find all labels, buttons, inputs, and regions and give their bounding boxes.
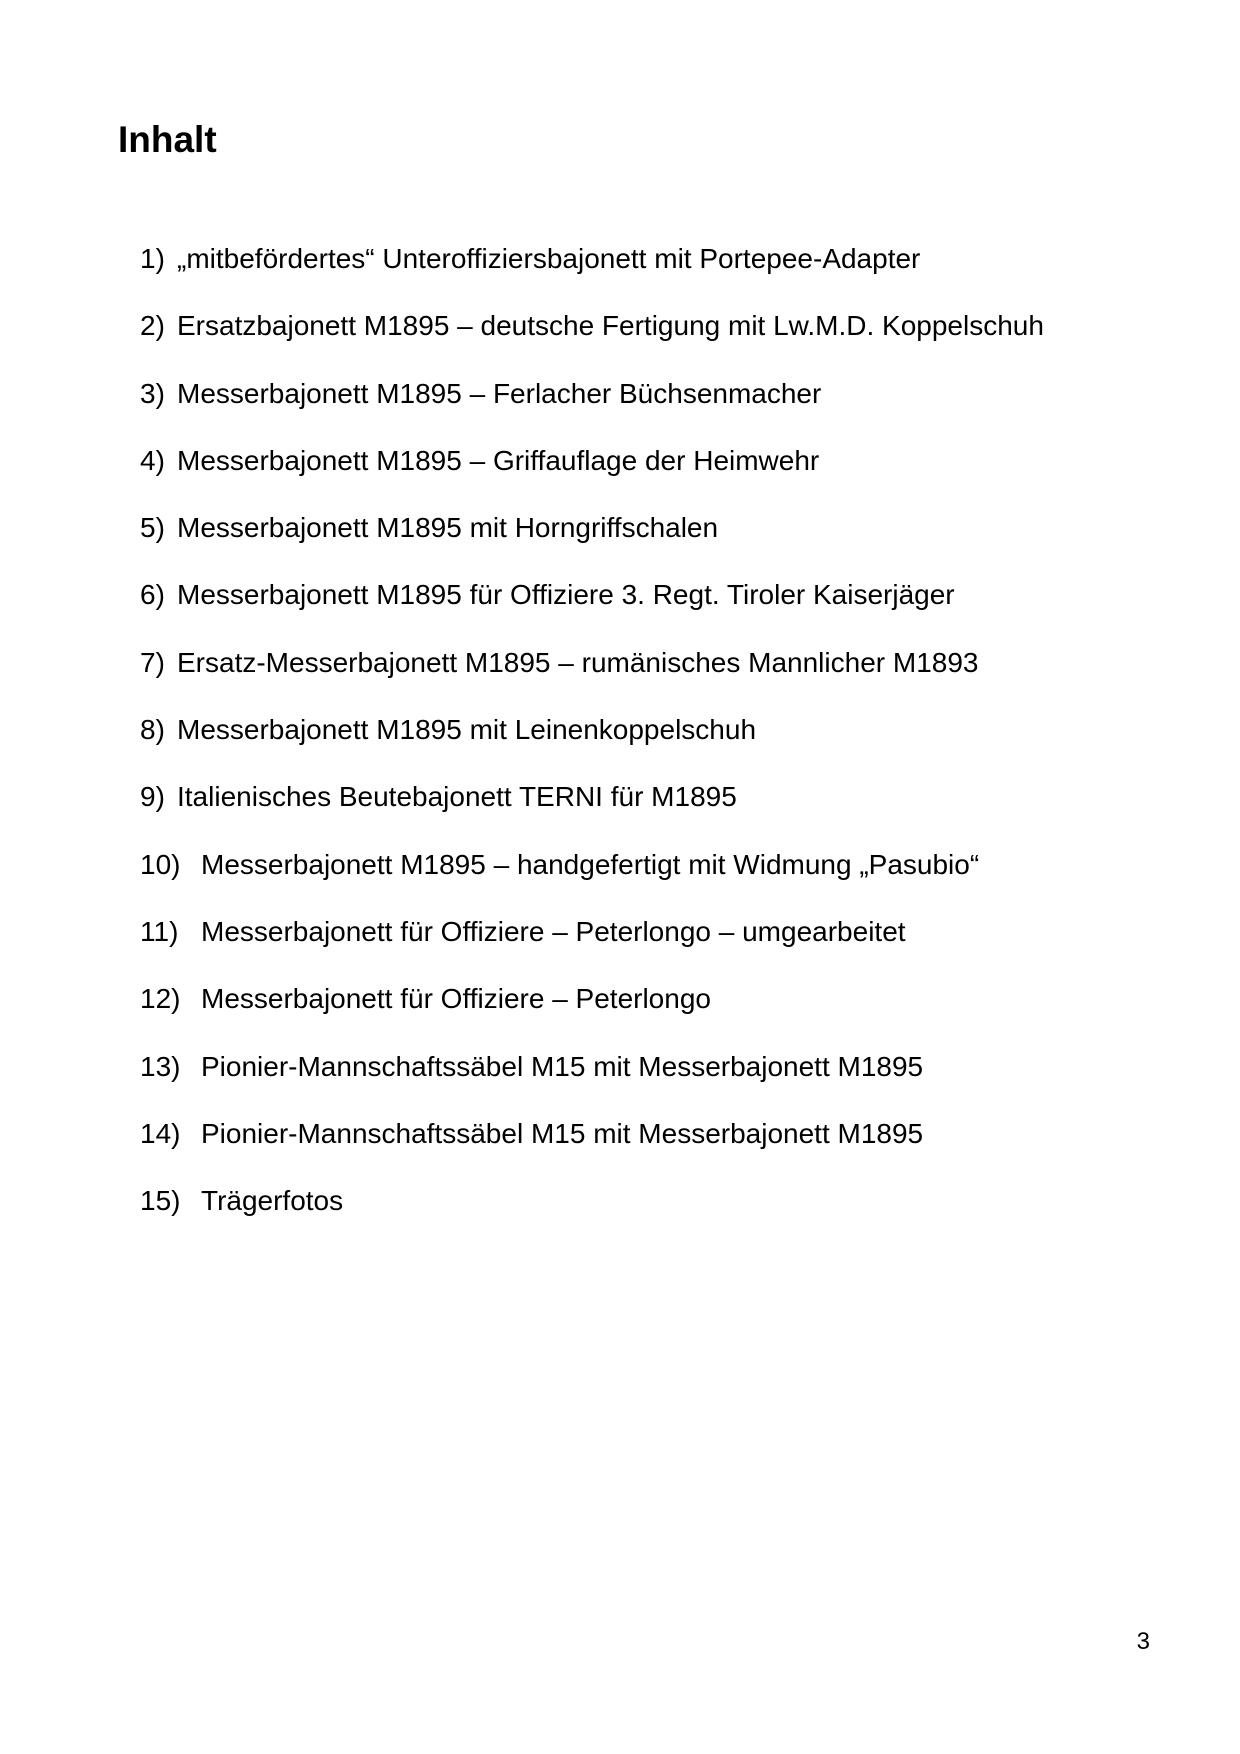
toc-item	[140, 978, 1140, 1045]
page-number: 3	[1136, 1628, 1150, 1655]
toc-item-number: 14)	[140, 1117, 181, 1149]
toc-item-text: Ersatzbajonett M1895 – deutsche Fertigung mit Lw.M.D. Koppelschuh	[177, 310, 1044, 342]
toc-item-text: Trägerfotos	[201, 1185, 344, 1217]
toc-item	[140, 911, 1140, 978]
toc-item-number: 5)	[140, 512, 165, 544]
toc-item-text: Messerbajonett M1895 mit Leinenkoppelschuh	[177, 714, 757, 746]
toc-item-text: Ersatz-Messerbajonett M1895 – rumänisches Mannlicher M1893	[177, 646, 979, 678]
toc-item-text: Messerbajonett für Offiziere – Peterlongo – umgearbeitet	[201, 915, 906, 947]
toc-item-number: 10)	[140, 848, 181, 880]
toc-item-number: 6)	[140, 579, 165, 611]
toc-item	[140, 305, 1140, 372]
toc-item	[140, 574, 1140, 641]
toc-item-text: Messerbajonett M1895 – Griffauflage der Heimwehr	[177, 444, 820, 476]
toc-item	[140, 373, 1140, 440]
toc-item-number: 15)	[140, 1185, 181, 1217]
toc-item-text: „mitbefördertes“ Unteroffiziersbajonett mit Portepee-Adapter	[177, 243, 921, 274]
toc-item-number: 8)	[140, 714, 165, 746]
toc-item-number: 11)	[140, 915, 179, 947]
toc-item-number: 13)	[140, 1050, 181, 1082]
toc-item	[140, 1180, 1140, 1247]
page-title: Inhalt	[118, 119, 217, 160]
toc-item-text: Messerbajonett für Offiziere – Peterlongo	[201, 983, 711, 1015]
toc-item-number: 7)	[140, 646, 165, 678]
toc-item	[140, 1046, 1140, 1113]
toc-item-number: 2)	[140, 310, 165, 342]
toc-item	[140, 642, 1140, 709]
toc-item	[140, 507, 1140, 574]
toc-item-text: Messerbajonett M1895 für Offiziere 3. Regt. Tiroler Kaiserjäger	[177, 579, 955, 611]
toc-item-number: 3)	[140, 377, 165, 409]
table-of-contents	[140, 238, 1140, 1247]
toc-item	[140, 1113, 1140, 1180]
toc-item-number: 4)	[140, 444, 165, 476]
toc-item	[140, 440, 1140, 507]
toc-item-number: 12)	[140, 983, 181, 1015]
toc-item-text: Messerbajonett M1895 – Ferlacher Büchsenmacher	[177, 377, 822, 409]
toc-item	[140, 844, 1140, 911]
toc-item	[140, 776, 1140, 843]
toc-item-text: Messerbajonett M1895 – handgefertigt mit Widmung „Pasubio“	[201, 848, 980, 880]
toc-item-number: 9)	[140, 781, 165, 813]
toc-item	[140, 709, 1140, 776]
toc-item-number: 1)	[140, 243, 165, 274]
toc-item-text: Italienisches Beutebajonett TERNI für M1895	[177, 781, 737, 813]
toc-item-text: Messerbajonett M1895 mit Horngriffschalen	[177, 512, 719, 544]
toc-item-text: Pionier-Mannschaftssäbel M15 mit Messerbajonett M1895	[201, 1117, 924, 1149]
toc-item-text: Pionier-Mannschaftssäbel M15 mit Messerbajonett M1895	[201, 1050, 924, 1082]
toc-item	[140, 238, 1140, 305]
